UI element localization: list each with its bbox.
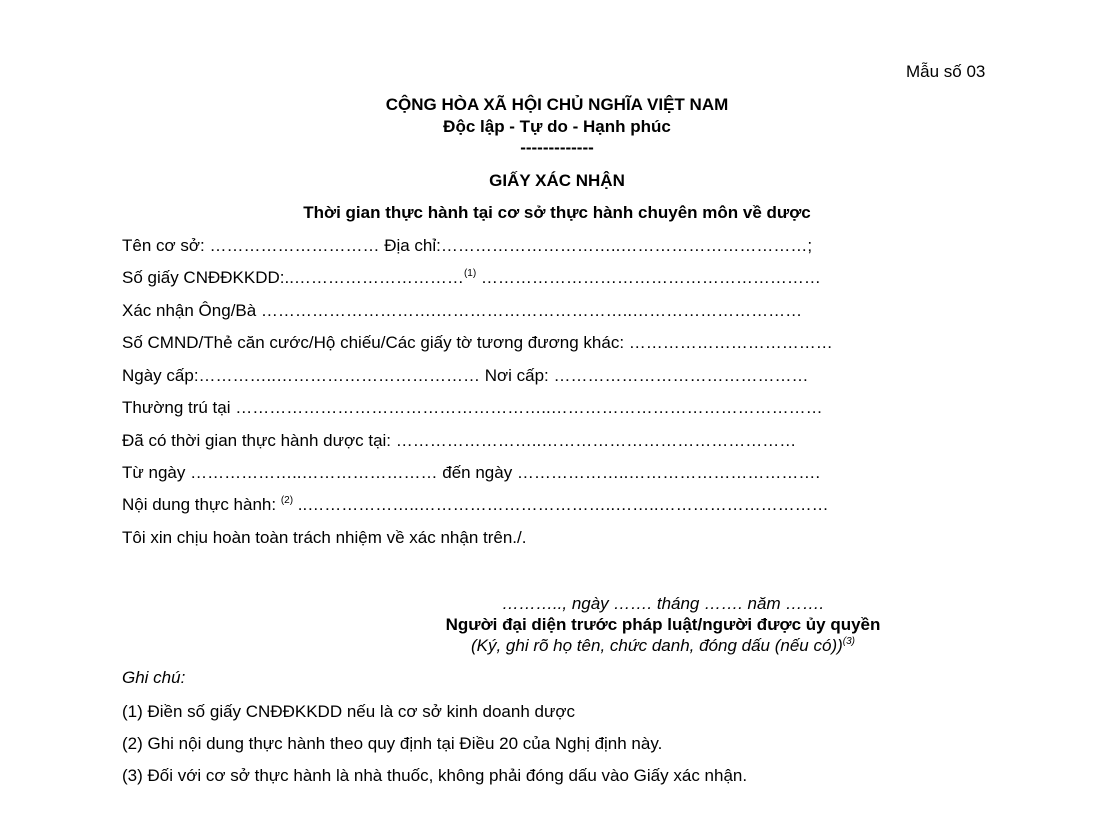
footnote-ref-2: (2) [280,495,294,506]
note-item: (2) Ghi nội dung thực hành theo quy định tại Điều 20 của Nghị định này. [122,734,663,753]
footnote-ref-1: (1) [463,268,477,279]
document-title: GIẤY XÁC NHẬN [489,171,625,190]
notes-title: Ghi chú: [122,668,186,687]
signature-hint [420,636,906,656]
note-item: (3) Đối với cơ sở thực hành là nhà thuốc, không phải đóng dấu vào Giấy xác nhận. [122,766,748,785]
residence-line: Thường trú tại ………………………………………………..………………………………………… [122,398,823,417]
national-motto: Độc lập - Tự do - Hạnh phúc [443,117,671,136]
license-number-tail: …………………………………………………… [476,268,821,287]
form-code: Mẫu số 03 [906,62,986,81]
practice-content-label: Nội dung thực hành: [122,495,281,514]
license-number-line [122,268,821,288]
id-number-line: Số CMND/Thẻ căn cước/Hộ chiếu/Các giấy tờ tương đương khác: ……………………………… [122,333,833,352]
signature-role: Người đại diện trước pháp luật/người được ủy quyền [445,615,881,634]
document-subtitle: Thời gian thực hành tại cơ sở thực hành chuyên môn về dược [303,203,811,222]
practice-place-line: Đã có thời gian thực hành dược tại: ……………………..……………………………………… [122,431,797,450]
header-separator: ------------- [520,138,594,157]
signature-hint-text: (Ký, ghi rõ họ tên, chức danh, đóng dấu (nếu có)) [470,636,843,655]
nation-name: CỘNG HÒA XÃ HỘI CHỦ NGHĨA VIỆT NAM [385,95,729,114]
issue-info-line: Ngày cấp:…………..……………………………… Nơi cấp: ……………………………………… [122,366,809,385]
commitment-line: Tôi xin chịu hoàn toàn trách nhiệm về xác nhận trên./. [122,528,527,547]
practice-period-line: Từ ngày ………………..…………………… đến ngày ………………..……………………………. [122,463,821,482]
practice-content-tail: ..………………..……………………………..……..………………………… [293,495,829,514]
license-number-text: Số giấy CNĐĐKKDD:..………………………… [122,268,464,287]
facility-name-line: Tên cơ sở: ………………………… Địa chỉ:…………………………..……………………………; [122,236,813,255]
confirm-person-line: Xác nhận Ông/Bà ………………………….……………………………..………………………… [122,301,803,320]
footnote-ref-3: (3) [842,636,855,647]
signature-date: ……….., ngày ……. tháng ……. năm ……. [501,594,825,613]
note-item: (1) Điền số giấy CNĐĐKKDD nếu là cơ sở kinh doanh dược [122,702,576,721]
practice-content-line [122,495,829,515]
